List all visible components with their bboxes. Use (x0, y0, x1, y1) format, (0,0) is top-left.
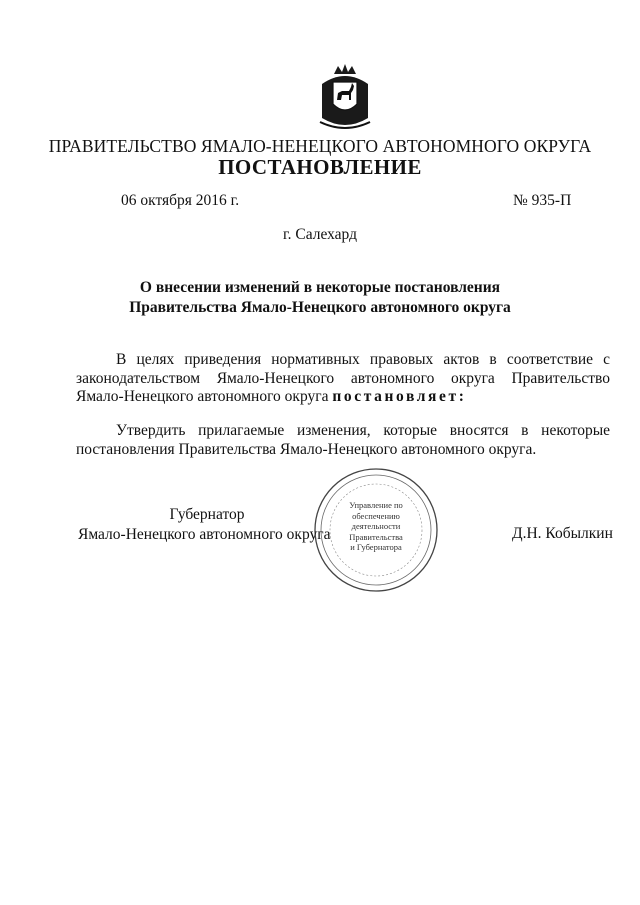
signatory-position: Губернатор (169, 506, 245, 523)
paragraph-1-text: В целях приведения нормативных правовых актов в соответствие с законодательством Ямало-Ненецкого автономного округа Правительство Ямало-Ненецкого автономного округа (76, 351, 610, 405)
document-number: № 935-П (513, 192, 572, 209)
subject-line-2: Правительства Ямало-Ненецкого автономного округа (129, 299, 511, 316)
government-title: ПРАВИТЕЛЬСТВО ЯМАЛО-НЕНЕЦКОГО АВТОНОМНОГО ОКРУГА (48, 136, 592, 156)
signatory-name: Д.Н. Кобылкин (512, 525, 613, 542)
stamp-line: Управление по (349, 500, 403, 510)
body-paragraph-1 (76, 351, 610, 407)
stamp-line: Правительства (349, 531, 403, 542)
signatory-title (78, 505, 336, 545)
stamp-text (330, 500, 422, 553)
coat-of-arms-icon (318, 62, 372, 130)
body-paragraph-2 (76, 422, 610, 459)
stamp-line: и Губернатора (350, 542, 402, 552)
signatory-region: Ямало-Ненецкого автономного округа (78, 526, 331, 543)
subject-line-1: О внесении изменений в некоторые постановления (139, 279, 501, 296)
document-subject (0, 278, 640, 318)
document-city: г. Салехард (283, 226, 357, 243)
stamp-line: обеспечению (352, 510, 400, 521)
document-date: 06 октября 2016 г. (121, 192, 240, 209)
resolution-verb: постановляет: (332, 388, 467, 405)
document-type: ПОСТАНОВЛЕНИЕ (218, 155, 422, 179)
paragraph-2-text: Утвердить прилагаемые изменения, которые вносятся в некоторые постановления Правительства Ямало-Ненецкого автономного округа. (76, 422, 610, 458)
stamp-line: деятельности (351, 521, 401, 531)
